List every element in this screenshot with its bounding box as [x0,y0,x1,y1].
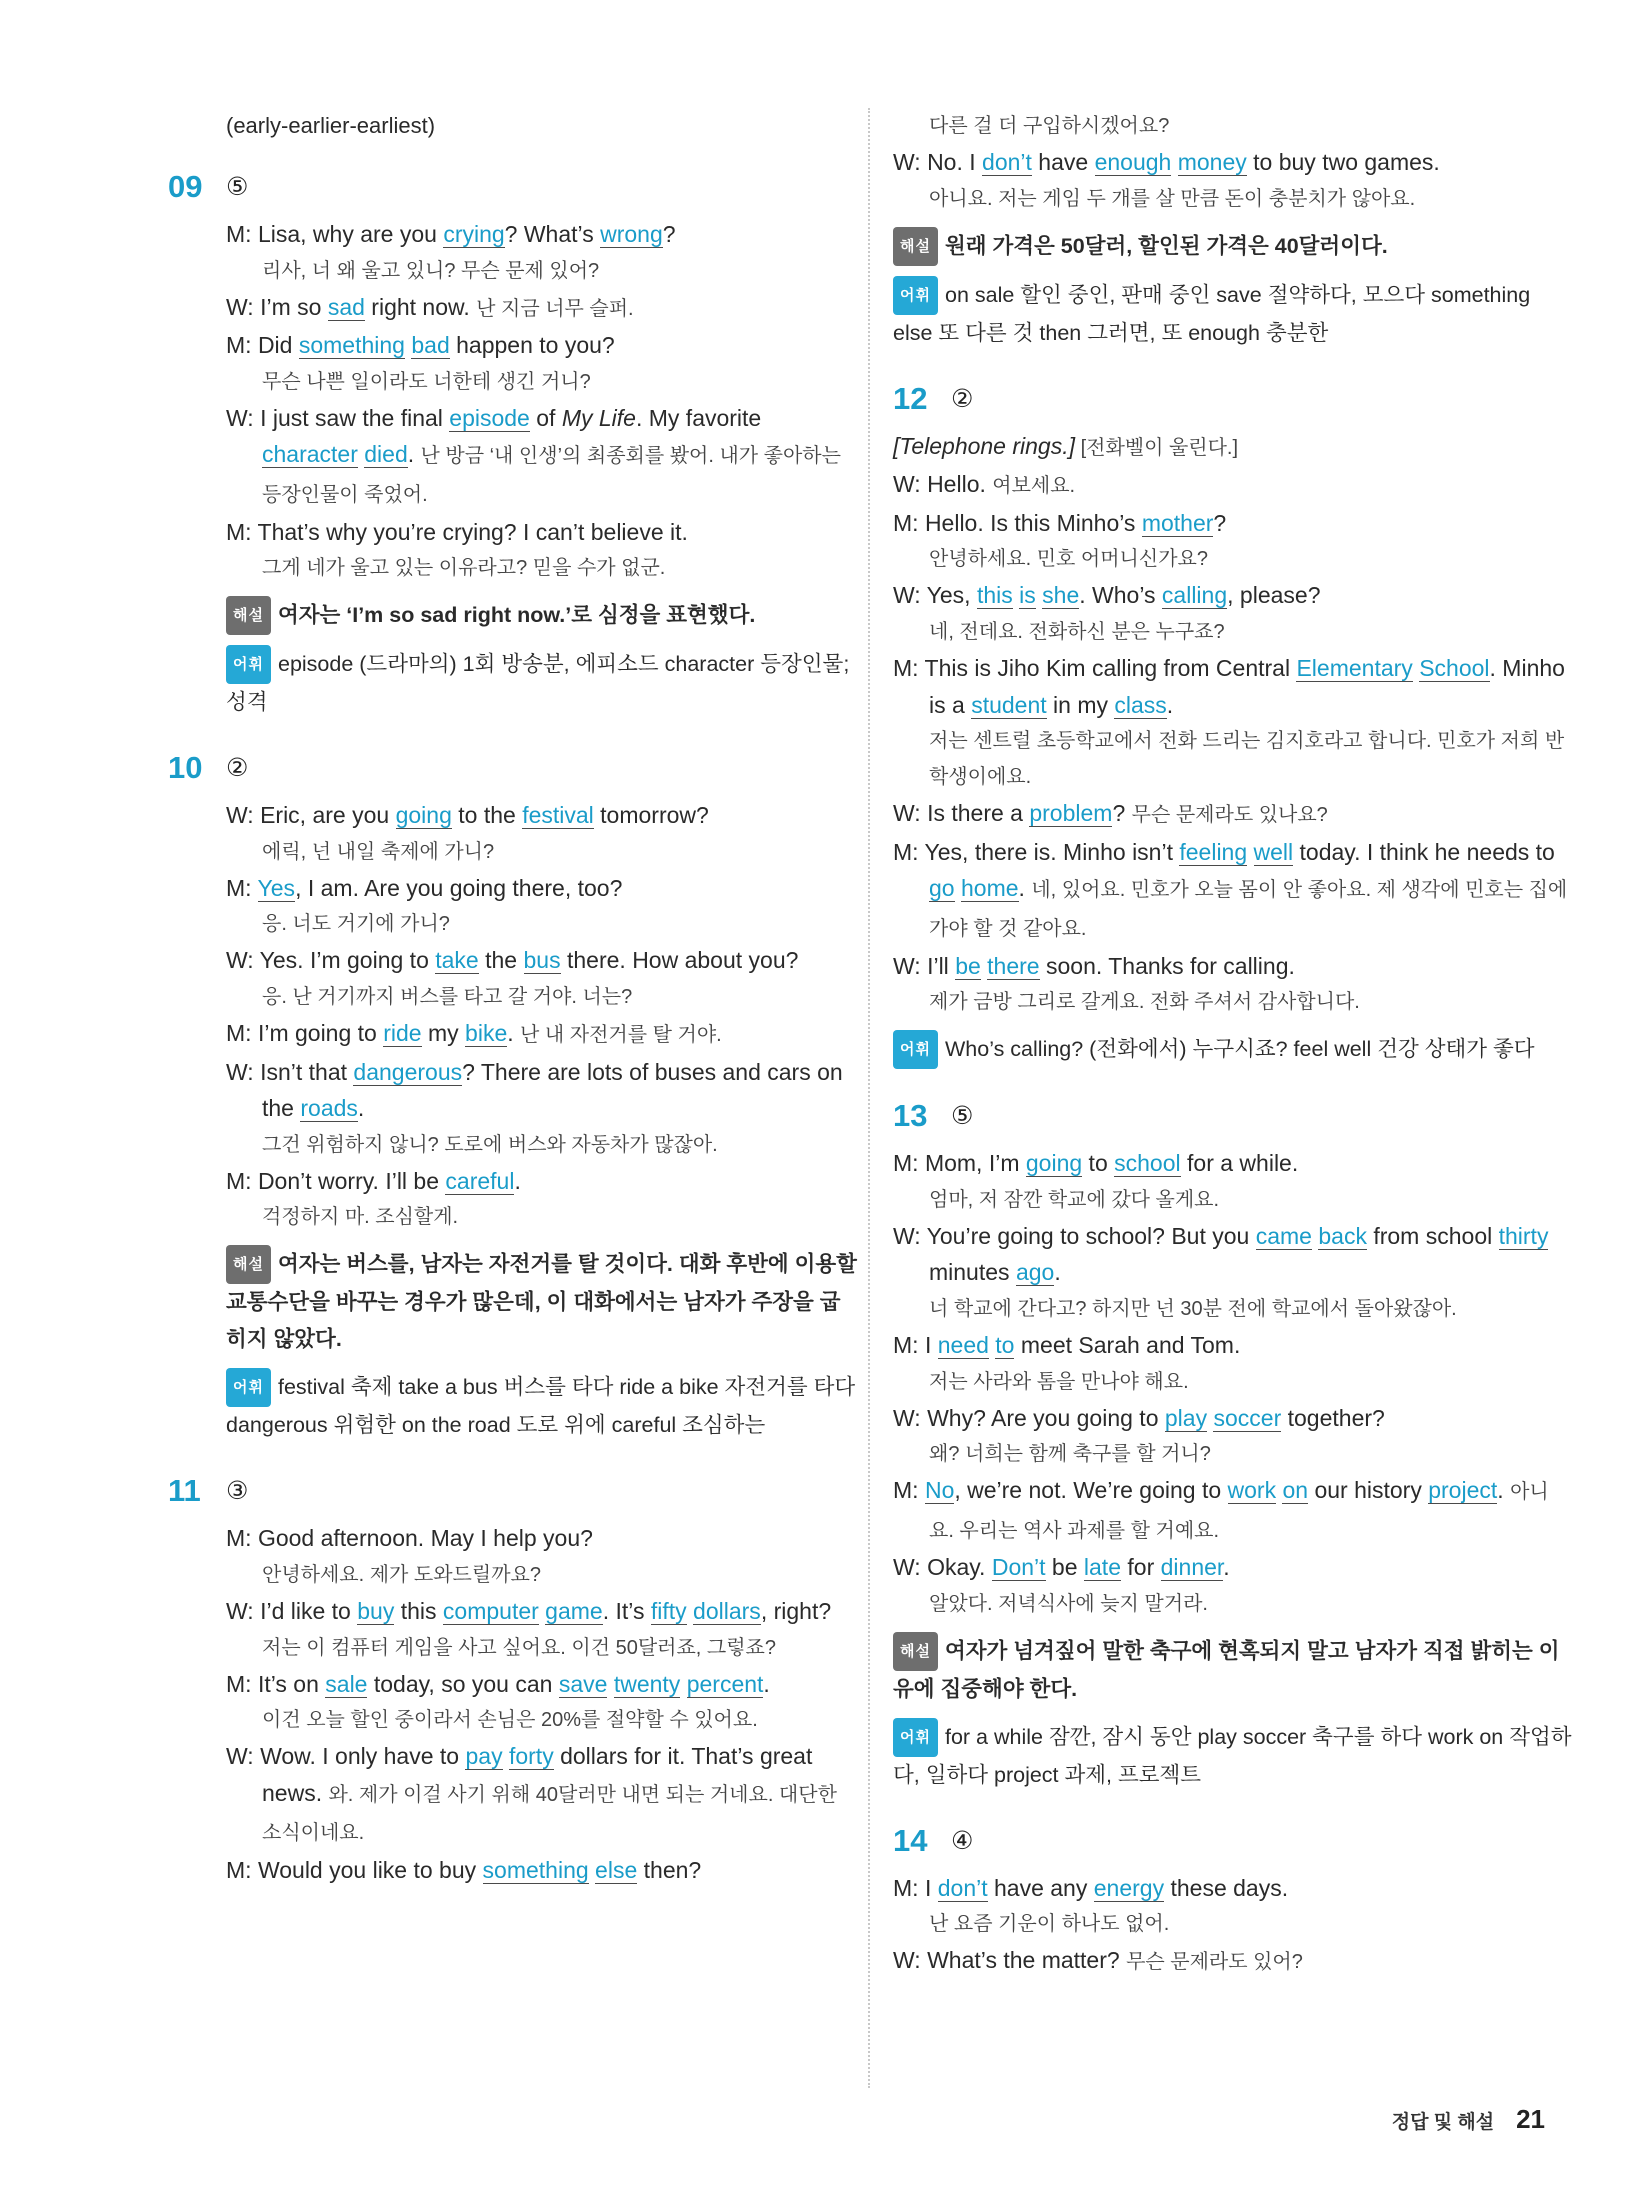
question-14 [893,1812,1573,1981]
dialogue-line: W: Yes, this is she. Who’s calling, please? [893,582,1321,609]
answer-mark: ⑤ [951,1102,974,1131]
translation: 난 요즘 기운이 하나도 없어. [929,1913,1170,1936]
page-number: 21 [1516,2104,1545,2134]
dialogue-line: M: This is Jiho Kim calling from Central Elementary School. Minho is a student in my class. [893,654,1565,718]
dialogue-line: W: What’s the matter? 무슨 문제라도 있어? [893,1947,1303,1974]
dialogue-line: M: No, we’re not. We’re going to work on our history project. 아니요. 우리는 역사 과제를 할 거예요. [893,1477,1549,1542]
question-09 [168,158,858,721]
translation: 안녕하세요. 민호 어머니신가요? [929,548,1208,571]
translation: 제가 금방 그리로 갈게요. 전화 주셔서 감사합니다. [929,991,1360,1014]
translation: 저는 사라와 톰을 만나야 해요. [929,1370,1189,1393]
answer-mark: ⑤ [226,173,249,201]
vocabulary-note: 어휘 for a while 잠깐, 잠시 동안 play soccer 축구를 하다 work on 작업하다, 일하다 project 과제, 프로젝트 [893,1718,1573,1794]
dialogue-line: W: No. I don’t have enough money to buy two games. [893,149,1440,175]
translation: 알았다. 저녁식사에 늦지 말거라. [929,1592,1208,1615]
right-column [893,108,1573,1981]
dialogue-line: W: Isn’t that dangerous? There are lots of buses and cars on the roads. [226,1058,843,1122]
dialogue-line: W: Wow. I only have to pay forty dollars for it. That’s great news. 와. 제가 이걸 사기 위해 40달러만 내면 되는 거네요. 대단한 소식이네요. [226,1743,837,1845]
translation: 너 학교에 간다고? 하지만 넌 30분 전에 학교에서 돌아왔잖아. [929,1297,1457,1320]
dialogue-line: M: Yes, I am. Are you going there, too? [226,874,623,901]
translation: 엄마, 저 잠깐 학교에 갔다 올게요. [929,1188,1220,1211]
footer-label: 정답 및 해설 [1391,2112,1495,2133]
explanation-note: 해설 원래 가격은 50달러, 할인된 가격은 40달러이다. [893,227,1573,266]
question-number: 10 [168,750,203,786]
translation: 네, 전데요. 전화하신 분은 누구죠? [929,620,1225,643]
question-13 [893,1087,1573,1794]
translation: 걱정하지 마. 조심할게. [262,1206,459,1229]
answer-mark: ④ [951,1826,974,1855]
dialogue-line: M: Good afternoon. May I help you? [226,1525,593,1552]
dialogue-line: W: Yes. I’m going to take the bus there. How about you? [226,947,799,974]
dialogue-line: W: Okay. Don’t be late for dinner. [893,1554,1230,1581]
translation: 안녕하세요. 제가 도와드릴까요? [262,1563,541,1586]
dialogue-line: W: You’re going to school? But you came back from school thirty minutes ago. [893,1222,1549,1286]
page-footer [1392,2104,1545,2135]
translation: 왜? 너희는 함께 축구를 할 거니? [929,1443,1211,1466]
dialogue-line: M: Mom, I’m going to school for a while. [893,1150,1299,1177]
translation: 리사, 너 왜 울고 있니? 무슨 문제 있어? [262,259,600,282]
translation: 응. 너도 거기에 가니? [262,913,450,936]
dialogue-line: W: I’m so sad right now. 난 지금 너무 슬퍼. [226,293,634,320]
translation: 무슨 나쁜 일이라도 너한테 생긴 거니? [262,370,591,393]
translation: 이건 오늘 할인 중이라서 손님은 20%를 절약할 수 있어요. [262,1709,758,1732]
dialogue-line: M: Yes, there is. Minho isn’t feeling well today. I think he needs to go home. 네, 있어요. 민호가 오늘 몸이 안 좋아요. 제 생각에 민호는 집에 가야 할 것 같아요. [893,838,1568,940]
vocabulary-tag: 어휘 [226,645,271,684]
translation: 아니요. 저는 게임 두 개를 살 만큼 돈이 충분치가 않아요. [929,187,1416,210]
left-column [168,108,858,1888]
translation: 저는 이 컴퓨터 게임을 사고 싶어요. 이건 50달러죠, 그렇죠? [262,1636,776,1659]
question-number: 11 [168,1473,201,1509]
intro-text: (early-earlier-earliest) [226,113,436,138]
vocabulary-tag: 어휘 [893,276,938,315]
translation: 에릭, 넌 내일 축제에 가니? [262,840,495,863]
question-number: 13 [893,1098,928,1134]
dialogue-line: M: Don’t worry. I’ll be careful. [226,1167,521,1194]
dialogue-line: W: I’ll be there soon. Thanks for calling. [893,952,1295,979]
stage-direction: [Telephone rings.] [전화벨이 울린다.] [893,432,1239,459]
explanation-note: 해설 여자는 버스를, 남자는 자전거를 탈 것이다. 대화 후반에 이용할 교통수단을 바꾸는 경우가 많은데, 이 대화에서는 남자가 주장을 굽히지 않았다. [226,1245,858,1358]
dialogue-line: M: I’m going to ride my bike. 난 내 자전거를 탈 거야. [226,1019,722,1046]
explanation-note: 해설 여자는 ‘I’m so sad right now.’로 심정을 표현했다. [226,596,858,635]
answer-mark: ③ [226,1477,249,1506]
dialogue-line: M: I don’t have any energy these days. [893,1874,1289,1901]
explanation-tag: 해설 [893,1632,938,1671]
question-11-continued [893,108,1573,352]
question-number: 14 [893,1822,928,1858]
vocabulary-note: 어휘 episode (드라마의) 1회 방송분, 에피소드 character 등장인물; 성격 [226,645,858,721]
question-10 [168,739,858,1444]
vocabulary-tag: 어휘 [893,1718,938,1757]
question-11 [168,1462,858,1888]
dialogue-line: W: I just saw the final episode of My Life. My favorite character died. 난 방금 ‘내 인생’의 최종회를 봤어. 내가 좋아하는 등장인물이 죽었어. [226,404,841,506]
explanation-tag: 해설 [893,227,938,266]
column-divider [868,108,870,2088]
dialogue-line: M: It’s on sale today, so you can save twenty percent. [226,1670,770,1697]
question-number: 09 [168,169,203,204]
answer-mark: ② [951,384,974,413]
explanation-tag: 해설 [226,596,271,635]
vocabulary-note: 어휘 on sale 할인 중인, 판매 중인 save 절약하다, 모으다 something else 또 다른 것 then 그러면, 또 enough 충분한 [893,276,1573,352]
vocabulary-tag: 어휘 [893,1030,938,1069]
dialogue-line: M: Would you like to buy something else then? [226,1856,702,1883]
dialogue-line: W: Is there a problem? 무슨 문제라도 있나요? [893,800,1328,827]
translation: 그건 위험하지 않니? 도로에 버스와 자동차가 많잖아. [262,1133,718,1156]
explanation-tag: 해설 [226,1245,271,1284]
dialogue-line: M: I need to meet Sarah and Tom. [893,1331,1241,1358]
vocabulary-tag: 어휘 [226,1368,271,1407]
explanation-note: 해설 여자가 넘겨짚어 말한 축구에 현혹되지 말고 남자가 직접 밝히는 이유에 집중해야 한다. [893,1632,1573,1708]
translation: 다른 걸 더 구입하시겠어요? [929,115,1170,137]
question-12 [893,370,1573,1070]
dialogue-line: W: Eric, are you going to the festival tomorrow? [226,802,709,829]
translation: 그게 네가 울고 있는 이유라고? 믿을 수가 없군. [262,557,666,580]
vocabulary-note: 어휘 festival 축제 take a bus 버스를 타다 ride a bike 자전거를 타다 dangerous 위험한 on the road 도로 위에 careful 조심하는 [226,1368,858,1444]
dialogue-line: W: Hello. 여보세요. [893,471,1076,498]
translation: 응. 난 거기까지 버스를 타고 갈 거야. 너는? [262,985,633,1008]
answer-mark: ② [226,754,249,783]
dialogue-line: M: Lisa, why are you crying? What’s wrong? [226,221,676,247]
vocabulary-note: 어휘 Who’s calling? (전화에서) 누구시죠? feel well 건강 상태가 좋다 [893,1030,1573,1069]
question-number: 12 [893,380,928,416]
dialogue-line: M: Did something bad happen to you? [226,332,615,359]
dialogue-line: M: That’s why you’re crying? I can’t believe it. [226,518,688,545]
translation: 저는 센트럴 초등학교에서 전화 드리는 김지호라고 합니다. 민호가 저희 반 학생이에요. [929,730,1565,789]
dialogue-line: W: Why? Are you going to play soccer together? [893,1404,1385,1431]
dialogue-line: M: Hello. Is this Minho’s mother? [893,509,1227,536]
dialogue-line: W: I’d like to buy this computer game. It’s fifty dollars, right? [226,1597,832,1624]
